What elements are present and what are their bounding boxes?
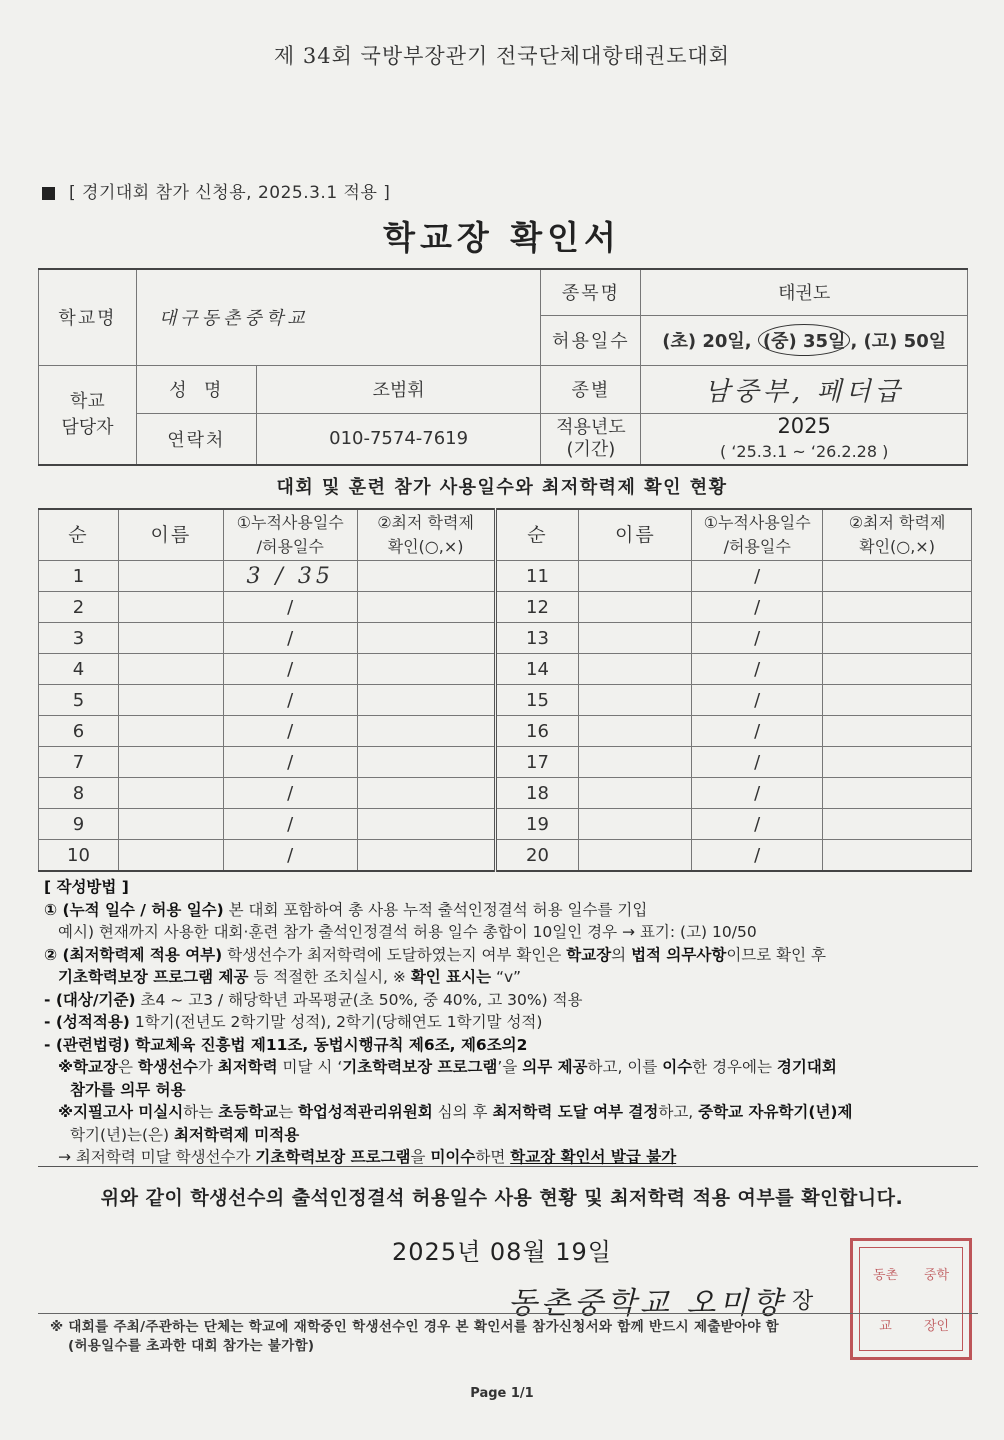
row-no: 16 (495, 716, 579, 747)
table-row (39, 592, 972, 623)
row-no: 8 (39, 778, 119, 809)
row-days: / (223, 809, 357, 840)
row-days: / (692, 747, 823, 778)
row-days: / (223, 592, 357, 623)
divider (38, 1313, 978, 1314)
table-row (39, 716, 972, 747)
row-name (118, 747, 223, 778)
row-name (118, 840, 223, 872)
row-name (118, 561, 223, 592)
row-name (579, 840, 692, 872)
usage-table (38, 508, 972, 872)
instructions: [ 작성방법 ] ① (누적 일수 / 허용 일수) 본 대회 포함하여 총 사용 누적 출석인정결석 허용 일수를 기입 예시) 현재까지 사용한 대회·훈련 참가 출석인정결석 허용 일수 총합이 10일인 경우 → 표기: (고) 10/50 ② (최저학력제 적용 여부) 학생선수가 최저학력에 도달하였는지 여부 확인은 학교장의 법적 의무사항이므로 확인 후 기초학력보장 프로그램 제공 등 적절한 조치실시, ※ 확인 표시는 “v” - (대상/기준) 초4 ~ 고3 / 해당학년 과목평균(초 50%, 중 40%, 고 30%) 적용 - (성적적용) 1학기(전년도 2학기말 성적), 2학기(당해연도 1학기말 성적) - (관련법령) 학교체육 진흥법 제11조, 동법시행규칙 제6조, 제6조의2 ※학교장은 학생선수가 최저학력 미달 시 ‘기초학력보장 프로그램’을 의무 제공하고, 이를 이수한 경우에는 경기대회 참가를 의무 허용 ※지필고사 미실시하는 초등학교는 학업성적관리위원회 심의 후 최저학력 도달 여부 결정하고, 중학교 자유학기(년)제 학기(년)는(은) 최저학력제 미적용 → 최저학력 미달 학생선수가 기초학력보장 프로그램을 미이수하면 학교장 확인서 발급 불가 (44, 878, 853, 1166)
square-bullet-icon (42, 187, 55, 200)
row-days: 3 / 35 (223, 561, 357, 592)
table-row (39, 809, 972, 840)
manager-label: 학교 담당자 (39, 365, 137, 465)
document-title: 학교장 확인서 (383, 218, 621, 257)
confirmation-statement: 위와 같이 학생선수의 출석인정결석 허용일수 사용 현황 및 최저학력 적용 여부를 확인합니다. (100, 1187, 904, 1209)
footnote (50, 1318, 970, 1356)
row-days: / (692, 778, 823, 809)
row-no: 14 (495, 654, 579, 685)
year-value: 2025 ( ‘25.3.1 ~ ‘26.2.28 ) (641, 413, 968, 465)
row-name (118, 654, 223, 685)
principal-signature: 동촌중학교 오미향 (508, 1286, 786, 1321)
row-check (357, 716, 495, 747)
header-name: 이름 (579, 509, 692, 561)
event-label: 종목명 (541, 269, 641, 315)
row-no: 7 (39, 747, 119, 778)
row-check (823, 561, 972, 592)
row-name (579, 747, 692, 778)
row-check (357, 592, 495, 623)
row-check (823, 716, 972, 747)
row-no: 20 (495, 840, 579, 872)
row-days: / (692, 623, 823, 654)
school-name-value: 대구동촌중학교 (136, 269, 541, 365)
allow-label: 허용일수 (541, 315, 641, 365)
row-no: 13 (495, 623, 579, 654)
row-days: / (692, 561, 823, 592)
row-name (118, 592, 223, 623)
row-no: 11 (495, 561, 579, 592)
header-no: 순 (495, 509, 579, 561)
row-days: / (692, 716, 823, 747)
row-name (118, 716, 223, 747)
row-check (357, 561, 495, 592)
row-name (579, 809, 692, 840)
row-days: / (223, 840, 357, 872)
name-label: 성 명 (136, 365, 256, 413)
row-check (357, 685, 495, 716)
issue-date: 2025년 08월 19일 (392, 1238, 612, 1266)
allow-days-value (641, 315, 968, 365)
row-no: 15 (495, 685, 579, 716)
row-check (357, 654, 495, 685)
row-check (357, 840, 495, 872)
header-no: 순 (39, 509, 119, 561)
row-days: / (692, 809, 823, 840)
row-no: 12 (495, 592, 579, 623)
year-label: 적용년도 (기간) (541, 413, 641, 465)
row-no: 1 (39, 561, 119, 592)
row-days: / (223, 778, 357, 809)
event-value: 태권도 (641, 269, 968, 315)
row-check (823, 778, 972, 809)
row-name (579, 716, 692, 747)
table-row (39, 654, 972, 685)
row-check (823, 685, 972, 716)
row-days: / (692, 592, 823, 623)
status-subtitle: 대회 및 훈련 참가 사용일수와 최저학력제 확인 현황 (276, 477, 728, 498)
row-days: / (223, 623, 357, 654)
category-label: 종별 (541, 365, 641, 413)
row-name (579, 623, 692, 654)
row-no: 10 (39, 840, 119, 872)
row-check (823, 840, 972, 872)
footnote-line-2: (허용일수를 초과한 대회 참가는 불가함) (68, 1338, 315, 1354)
row-check (823, 747, 972, 778)
principal-suffix: 장 (792, 1289, 814, 1314)
allow-mid-circled: (중) 35일 (758, 324, 851, 356)
row-check (823, 623, 972, 654)
contact-label: 연락처 (136, 413, 256, 465)
instructions-heading: [ 작성방법 ] (44, 878, 129, 896)
row-days: / (223, 747, 357, 778)
footnote-line-1: ※ 대회를 주최/주관하는 단체는 학교에 재학중인 학생선수인 경우 본 확인서를 참가신청서와 함께 반드시 제출받아야 함 (50, 1319, 780, 1335)
notice-text: [ 경기대회 참가 신청용, 2025.3.1 적용 ] (69, 183, 391, 203)
allow-elem: (초) 20일, (662, 331, 752, 352)
row-check (357, 747, 495, 778)
row-name (579, 685, 692, 716)
header-check: ②최저 학력제 확인(○,×) (823, 509, 972, 561)
row-check (357, 809, 495, 840)
table-row (39, 685, 972, 716)
row-check (357, 623, 495, 654)
row-name (579, 592, 692, 623)
table-row (39, 623, 972, 654)
table-header-row (39, 509, 972, 561)
school-label: 학교명 (39, 269, 137, 365)
row-days: / (692, 654, 823, 685)
row-no: 19 (495, 809, 579, 840)
row-days: / (223, 654, 357, 685)
row-name (118, 809, 223, 840)
seal-glyph: 중학 (923, 1268, 950, 1283)
table-row (39, 561, 972, 592)
allow-high: , (고) 50일 (850, 331, 947, 352)
table-row (39, 840, 972, 872)
header-name: 이름 (118, 509, 223, 561)
row-check (357, 778, 495, 809)
header-check: ②최저 학력제 확인(○,×) (357, 509, 495, 561)
row-no: 2 (39, 592, 119, 623)
row-name (118, 778, 223, 809)
row-no: 6 (39, 716, 119, 747)
header-days: ①누적사용일수 /허용일수 (223, 509, 357, 561)
row-check (823, 654, 972, 685)
info-table (38, 268, 968, 466)
row-no: 18 (495, 778, 579, 809)
seal-glyph: 교 (879, 1319, 892, 1334)
row-check (823, 809, 972, 840)
name-value: 조범휘 (256, 365, 541, 413)
row-name (579, 561, 692, 592)
header-days: ①누적사용일수 /허용일수 (692, 509, 823, 561)
row-days: / (692, 840, 823, 872)
event-title: 제 34회 국방부장관기 전국단체대항태권도대회 (273, 44, 731, 68)
category-value: 남중부, 페더급 (641, 365, 968, 413)
contact-value: 010-7574-7619 (256, 413, 541, 465)
seal-glyph: 장인 (923, 1319, 950, 1334)
row-name (118, 623, 223, 654)
row-no: 4 (39, 654, 119, 685)
table-row (39, 778, 972, 809)
notice-line (42, 178, 390, 203)
row-name (579, 654, 692, 685)
table-row (39, 747, 972, 778)
row-days: / (223, 716, 357, 747)
row-check (823, 592, 972, 623)
row-no: 3 (39, 623, 119, 654)
row-no: 5 (39, 685, 119, 716)
row-name (579, 778, 692, 809)
page-number: Page 1/1 (470, 1386, 534, 1401)
row-days: / (223, 685, 357, 716)
row-name (118, 685, 223, 716)
divider (38, 1166, 978, 1167)
row-no: 17 (495, 747, 579, 778)
row-days: / (692, 685, 823, 716)
seal-glyph: 동촌 (872, 1268, 899, 1283)
row-no: 9 (39, 809, 119, 840)
